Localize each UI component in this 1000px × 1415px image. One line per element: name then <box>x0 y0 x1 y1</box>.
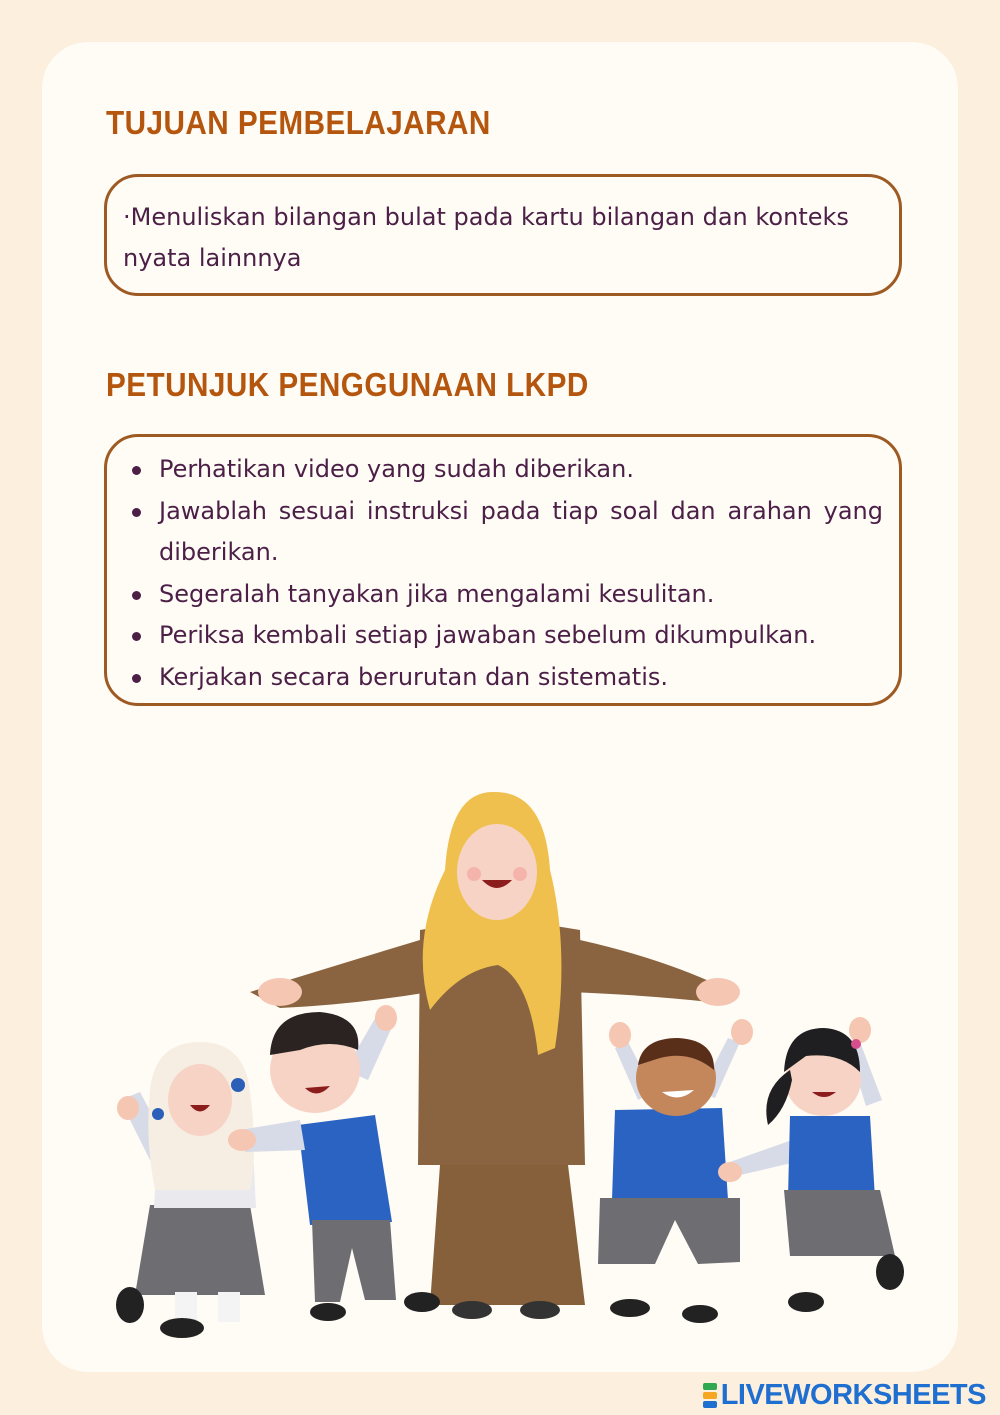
instruction-item: Perhatikan video yang sudah diberikan. <box>125 449 883 491</box>
objective-heading: TUJUAN PEMBELAJARAN <box>106 104 491 141</box>
liveworksheets-watermark <box>703 1378 986 1412</box>
bullet-icon <box>132 632 141 641</box>
bullet-icon <box>132 508 141 517</box>
watermark-text: LIVEWORKSHEETS <box>720 1378 986 1411</box>
instruction-item: Periksa kembali setiap jawaban sebelum dikumpulkan. <box>125 615 883 657</box>
liveworksheets-logo-icon <box>703 1383 717 1408</box>
student-girl-pigtails <box>718 1017 904 1312</box>
bullet-icon <box>132 466 141 475</box>
instruction-item: Jawablah sesuai instruksi pada tiap soal dan arahan yang diberikan. <box>125 491 883 574</box>
bullet-icon <box>132 591 141 600</box>
instruction-item: Segeralah tanyakan jika mengalami kesulitan. <box>125 574 883 616</box>
instructions-heading: PETUNJUK PENGGUNAAN LKPD <box>106 366 589 403</box>
teacher-and-students-illustration <box>100 780 920 1350</box>
instruction-item: Kerjakan secara berurutan dan sistematis. <box>125 657 883 699</box>
instructions-list <box>125 449 883 698</box>
student-girl-hijab <box>116 1042 265 1338</box>
instructions-box <box>104 434 902 706</box>
bullet-icon <box>132 674 141 683</box>
objective-text: ·Menuliskan bilangan bulat pada kartu bilangan dan konteks nyata lainnnya <box>123 203 849 272</box>
objective-box <box>104 174 902 296</box>
